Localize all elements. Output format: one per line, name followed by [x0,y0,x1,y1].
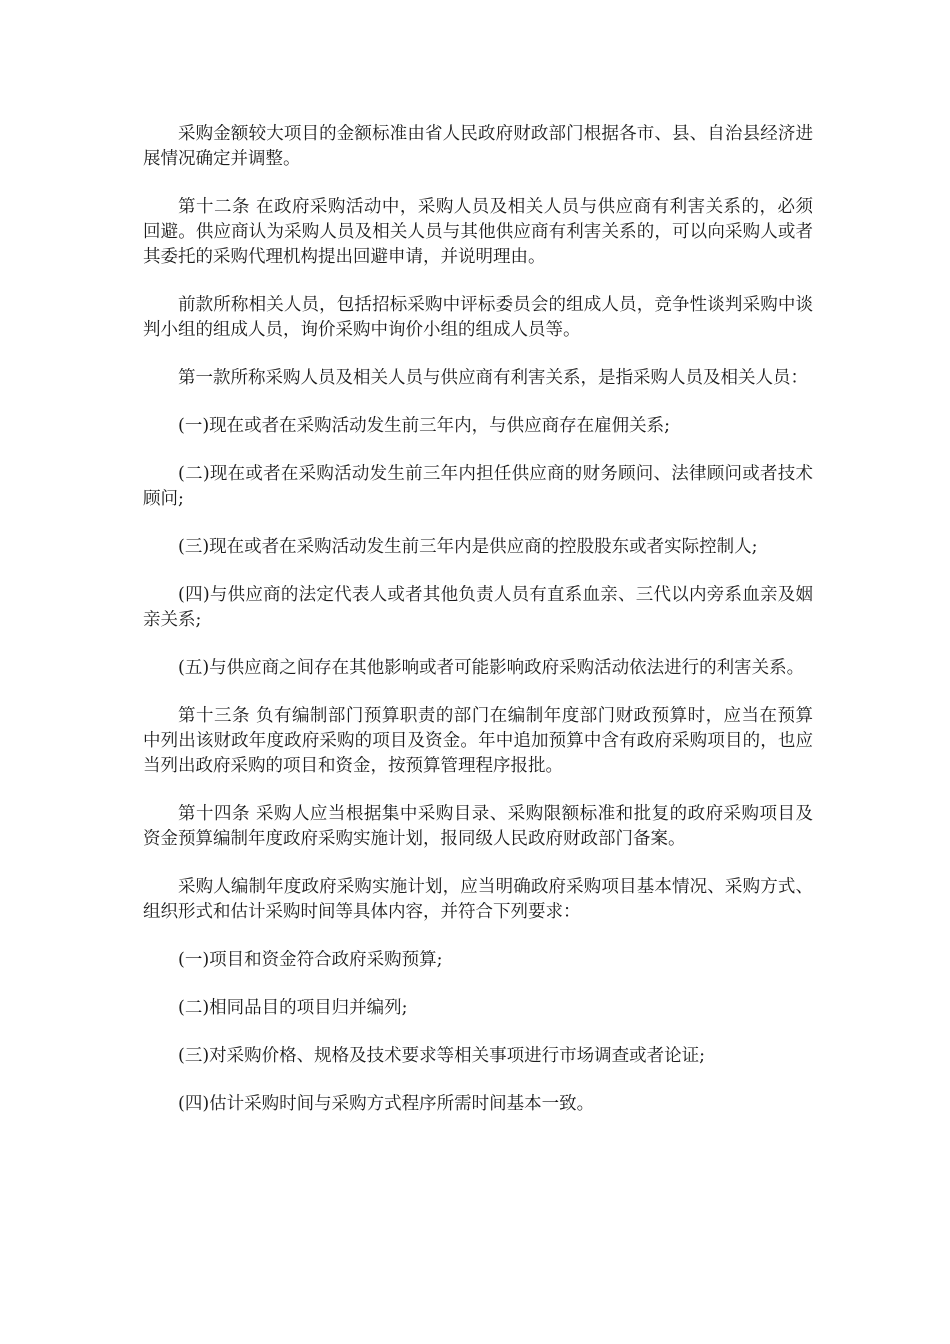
paragraph: 第十三条 负有编制部门预算职责的部门在编制年度部门财政预算时，应当在预算中列出该财政年度政府采购的项目及资金。年中追加预算中含有政府采购项目的，也应当列出政府采购的项目和资金，按预算管理程序报批。 [143,706,813,776]
paragraph: (一)现在或者在采购活动发生前三年内，与供应商存在雇佣关系; [178,416,671,436]
paragraph: (四)估计采购时间与采购方式程序所需时间基本一致。 [178,1094,595,1114]
document-page [143,122,813,1140]
paragraph: (三)现在或者在采购活动发生前三年内是供应商的控股股东或者实际控制人; [178,537,758,557]
paragraph: 采购人编制年度政府采购实施计划，应当明确政府采购项目基本情况、采购方式、组织形式和估计采购时间等具体内容，并符合下列要求： [143,877,813,922]
paragraph: (五)与供应商之间存在其他影响或者可能影响政府采购活动依法进行的利害关系。 [178,658,805,678]
paragraph: 第十二条 在政府采购活动中，采购人员及相关人员与供应商有利害关系的，必须回避。供应商认为采购人员及相关人员与其他供应商有利害关系的，可以向采购人或者其委托的采购代理机构提出回避申请，并说明理由。 [143,197,813,267]
paragraph: (二)现在或者在采购活动发生前三年内担任供应商的财务顾问、法律顾问或者技术顾问; [143,464,813,509]
paragraph: (三)对采购价格、规格及技术要求等相关事项进行市场调查或者论证; [178,1046,706,1066]
paragraph: (四)与供应商的法定代表人或者其他负责人员有直系血亲、三代以内旁系血亲及姻亲关系; [143,585,813,630]
paragraph: (二)相同品目的项目归并编列; [178,998,408,1018]
paragraph: 第十四条 采购人应当根据集中采购目录、采购限额标准和批复的政府采购项目及资金预算编制年度政府采购实施计划，报同级人民政府财政部门备案。 [143,804,813,849]
paragraph: 采购金额较大项目的金额标准由省人民政府财政部门根据各市、县、自治县经济进展情况确定并调整。 [143,124,813,169]
paragraph: (一)项目和资金符合政府采购预算; [178,950,443,970]
paragraph: 前款所称相关人员，包括招标采购中评标委员会的组成人员，竞争性谈判采购中谈判小组的组成人员，询价采购中询价小组的组成人员等。 [143,295,813,340]
paragraph: 第一款所称采购人员及相关人员与供应商有利害关系，是指采购人员及相关人员： [178,368,808,388]
